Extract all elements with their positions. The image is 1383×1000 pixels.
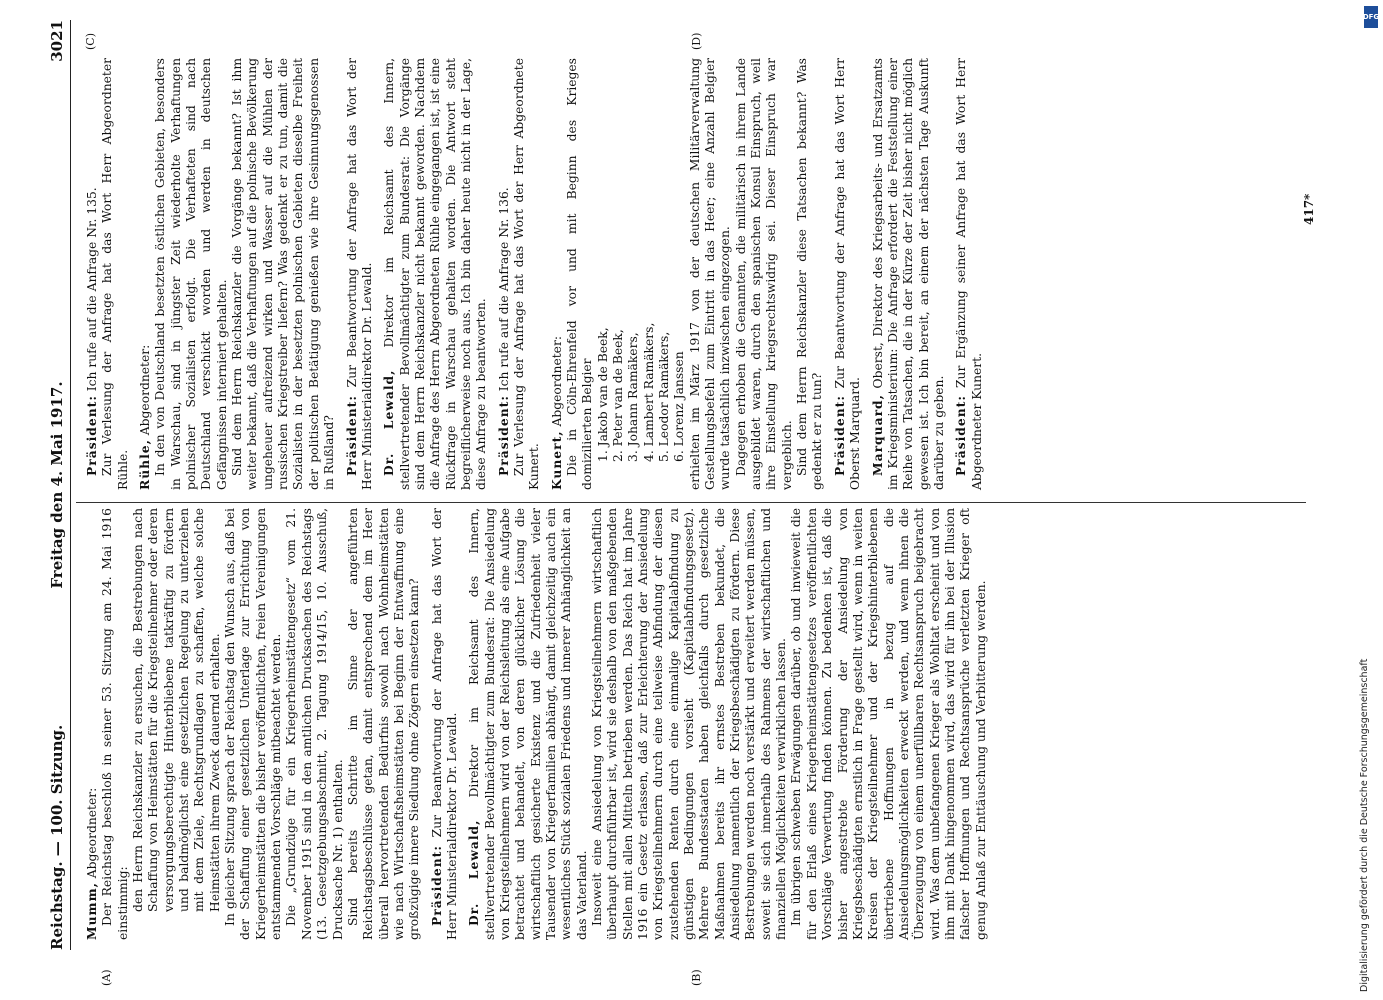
president-text: Zur Beantwortung der Anfrage hat das Wort der Herr Ministerialdirektor Dr. Lewald.: [344, 58, 374, 490]
speech-text: Abgeordneter:: [549, 336, 564, 431]
speech-text: Abgeordneter:: [85, 787, 99, 883]
margin-mark-b: (B): [690, 969, 703, 986]
digitization-note: [1359, 8, 1379, 992]
footer-signature: 417*: [1302, 193, 1316, 225]
speech-paragraph: [137, 58, 153, 490]
header-rule: [70, 20, 71, 950]
president-paragraph: [344, 58, 376, 490]
president-paragraph: [496, 58, 512, 490]
margin-mark-a: (A): [100, 969, 113, 986]
list-item: 3. Johann Ramäkers,: [626, 332, 641, 462]
president-paragraph: [953, 58, 985, 490]
speech-paragraph: [84, 508, 100, 940]
president-label: Präsident:: [495, 395, 511, 476]
speaker-name: Marquard,: [869, 394, 885, 476]
speech-paragraph: [870, 58, 948, 490]
list-item: 4. Lambert Ramäkers,: [641, 322, 656, 462]
president-text: Ich rufe auf die Anfrage Nr. 135.: [85, 187, 99, 396]
president-paragraph: [832, 58, 864, 490]
speaker-name: Mumm,: [84, 882, 99, 940]
body-paragraph: Zur Verlesung der Anfrage hat das Wort Herr Abgeordneter Rühle.: [100, 58, 130, 490]
margin-mark-c: (C): [84, 33, 97, 50]
right-column: [84, 58, 985, 490]
body-paragraph: Die „Grundzüge für ein Kriegerheimstättengesetz“ vom 21. November 1915 sind in den amtlichen Drucksachen des Reichstags (13. Gesetzgebungsabschnitt, 2. Tagung 1914/15, 10. Ausschuß, Drucksache Nr. 1) enthalten.: [284, 508, 345, 940]
speaker-name: Dr. Lewald,: [466, 819, 482, 926]
president-paragraph: [429, 508, 461, 940]
president-label: Präsident:: [84, 395, 99, 476]
list-item: 1. Jakob van de Beek,: [595, 327, 610, 462]
left-column: [84, 508, 989, 940]
header-left: Reichstag. — 100. Sitzung.: [48, 724, 66, 950]
body-paragraph: Im übrigen schweben Erwägungen darüber, ob und inwieweit die für den Erlaß eines Kriegerheimstättengesetzes veröffentlichten Vorschläge Verwertung finden können. Zu bedenken ist, daß die bisher angestrebte Förderung der Ansiedelung von Kriegsbeschädigten ernstlich in Frage gestellt wird, wenn in weiten Kreisen der Kriegsteilnehmer und der Kriegshinterbliebenen übertriebene Hoffnungen in bezug auf die Ansiedelungsmöglichkeiten erweckt werden, und wenn ihnen die Überzeugung von einem unerfüllbaren Rechtsanspruch beigebracht wird. Was dem unbefangenen Krieger als Wohltat erscheint und von ihm mit Dank hingenommen wird, das wird für ihn bei der Illusion falscher Hoffnungen und Rechtsansprüche verletzten Krieger oft genug Anlaß zur Enttäuschung und Verbitterung werden.: [789, 508, 988, 940]
body-paragraph: Sind dem Herrn Reichskanzler die Vorgänge bekannt? Ist ihm weiter bekannt, daß die Verhaftungen auf die polnische Bevölkerung ungeheuer aufreizend wirken und Wasser auf die Mühlen der russischen Kriegstreiber liefern? Was gedenkt er zu tun, damit die Sozialisten in der besetzten polnischen Gebieten dieselbe Freiheit der politischen Betätigung genießen wie ihre Gesinnungsgenossen in Rußland?: [230, 58, 337, 490]
president-text: Zur Beantwortung der Anfrage hat das Wort Herr Oberst Marquard.: [832, 58, 863, 490]
list-item: den Herrn Reichskanzler zu ersuchen, die Bestrebungen nach Schaffung von Heimstätten für die Kriegsteilnehmer oder deren versorgungsberechtigte Hinterbliebene tatkräftig zu fördern und baldmöglichst eine gesetzlichen Regelung zu unterziehen mit dem Ziele, Rechtsgrundlagen zu schaffen, welche solche Heimstätten ihrem Zweck dauernd erhalten.: [131, 508, 222, 912]
speech-text: Direktor im Reichsamt des Innern, stellvertretender Bevollmächtigter zum Bundesrat: Die Ansiedelung von Kriegsteilnehmern wird von der Reichsleitung als eine Aufgabe betrachtet und behandelt, von deren glücklicher Lösung die wirtschaftlich gesicherte Existenz und die Zufriedenheit vieler Tausender von Kriegerfamilien abhängt, damit gleichzeitig auch ein wesentliches Stück sozialen Friedens und innerer Anhänglichkeit an das Vaterland.: [467, 508, 589, 940]
column-rule: [76, 502, 1306, 503]
president-text: Ich rufe auf die Anfrage Nr. 136.: [496, 187, 511, 396]
page-header: [48, 20, 70, 950]
speech-text: Direktor im Reichsamt des Innern, stellvertretender Bevollmächtigter zum Bundesrat: Die Vorgänge sind dem Herrn Reichskanzler nicht bekannt geworden. Nachdem die Anfrage des Herrn Abgeordneten Rühle eingegangen ist, ist eine Rückfrage in Warschau gehalten worden. Die Antwort steht begreiflicherweise noch aus. Ich bin daher heute nicht in der Lage, diese Anfrage zu beantworten.: [382, 58, 489, 490]
header-center: Freitag den 4. Mai 1917.: [48, 381, 66, 589]
speaker-name: Dr. Lewald,: [381, 369, 397, 476]
body-paragraph: erhielten im März 1917 von der deutschen Militärverwaltung Gestellungsbefehl zum Eintritt in das Heer; eine Anzahl Belgier wurde tatsächlich inzwischen eingezogen.: [687, 58, 733, 490]
speech-paragraph: [549, 58, 565, 490]
president-text: Zur Ergänzung seiner Anfrage hat das Wort Herr Abgeordneter Kunert.: [954, 58, 984, 490]
speech-text: Abgeordneter:: [138, 344, 153, 440]
body-paragraph: Sind dem Herrn Reichskanzler diese Tatsachen bekannt? Was gedenkt er zu tun?: [795, 58, 825, 490]
dfg-logo: DFG: [1364, 6, 1378, 28]
speech-paragraph: [381, 58, 489, 490]
body-paragraph: Insoweit eine Ansiedelung von Kriegsteilnehmern wirtschaftlich überhaupt durchführbar ist, wird sie deshalb von den maßgebenden Stellen mit allen Mitteln betrieben werden. Das Reich hat im Jahre 1916 ein Gesetz erlassen, daß zur Erleichterung der Ansiedelung von Kriegsteilnehmern durch eine teilweise Abfindung der diesen zustehenden Renten durch eine einmalige Kapitalabfindung zu günstigen Bedingungen vorsieht (Kapitalabfindungsgesetz). Mehrere Bundesstaaten haben gleichfalls durch gesetzliche Maßnahmen bereits ihr ernstes Bestreben bekundet, die Ansiedelung namentlich der Kriegsbeschädigten zu fördern. Diese Bestrebungen werden noch verstärkt und erweitert werden müssen, soweit sie sich innerhalb des Rahmens der wirtschaftlichen und finanziellen Möglichkeiten verwirklichen lassen.: [590, 508, 789, 940]
president-text: Zur Beantwortung der Anfrage hat das Wort der Herr Ministerialdirektor Dr. Lewald.: [429, 508, 459, 940]
body-paragraph: Zur Verlesung der Anfrage hat das Wort der Herr Abgeordnete Kunert.: [511, 58, 542, 490]
body-paragraph: Die in Cöln-Ehrenfeld vor und mit Beginn des Krieges domizilierten Belgier: [564, 58, 595, 490]
speech-paragraph: [466, 508, 590, 940]
list-item: 5. Leodor Ramäkers,: [657, 331, 672, 462]
body-paragraph: Dagegen erhoben die Genannten, die militärisch in ihrem Lande ausgebildet waren, durch den spanischen Konsul Einspruch, weil ihre Einstellung kriegsrechtswidrig sei. Dieser Einspruch war vergeblich.: [733, 58, 794, 490]
body-paragraph: Sind bereits Schritte im Sinne der angeführten Reichstagsbeschlüsse getan, damit entsprechend dem im Heer überall hervortretenden Bedürfnis sowohl nach Wohnheimstätten wie nach Wirtschaftsheimstätten bei Beginn der Entwaffnung eine großzügige innere Siedlung ohne Zögern einsetzen kann?: [345, 508, 422, 940]
list-item: 6. Lorenz Janssen: [672, 351, 687, 462]
body-paragraph: Der Reichstag beschloß in seiner 53. Sitzung am 24. Mai 1916 einstimmig:: [100, 508, 130, 940]
speaker-name: Rühle,: [137, 439, 153, 490]
body-paragraph: In gleicher Sitzung sprach der Reichstag den Wunsch aus, daß bei der Schaffung einer gesetzlichen Unterlage zur Errichtung von Kriegerheimstätten die bisher veröffentlichten, freien Vereinigungen entstammenden Vorschläge mitbeachtet werden.: [223, 508, 284, 940]
president-label: Präsident:: [831, 395, 847, 476]
speaker-name: Kunert,: [548, 430, 564, 490]
president-label: Präsident:: [428, 845, 444, 926]
speech-text: Oberst, Direktor des Kriegsarbeits- und Ersatzamts im Kriegsministerium: Die Anfrage erfordert die Feststellung einer Reihe von Tatsachen, die in der Kürze der Zeit bisher nicht möglich gewesen ist. Ich bin bereit, an einem der nächsten Tage Auskunft darüber zu geben.: [870, 58, 946, 490]
president-label: Präsident:: [953, 395, 969, 476]
list-item: 2. Peter van de Beek,: [611, 329, 625, 462]
body-paragraph: In den von Deutschland besetzten östlichen Gebieten, besonders in Warschau, sind in jüngster Zeit wiederholte Verhaftungen polnischer Sozialisten erfolgt. Die Verhafteten sind nach Deutschland verschickt worden und werden in deutschen Gefängnissen interniert gehalten.: [153, 58, 229, 490]
president-paragraph: [84, 58, 100, 490]
digitization-note-text: Digitalisierung gefördert durch die Deutsche Forschungsgemeinschaft: [1359, 658, 1370, 992]
page-number: 3021: [48, 20, 66, 62]
margin-mark-d: (D): [690, 32, 703, 50]
president-label: Präsident:: [343, 395, 359, 476]
